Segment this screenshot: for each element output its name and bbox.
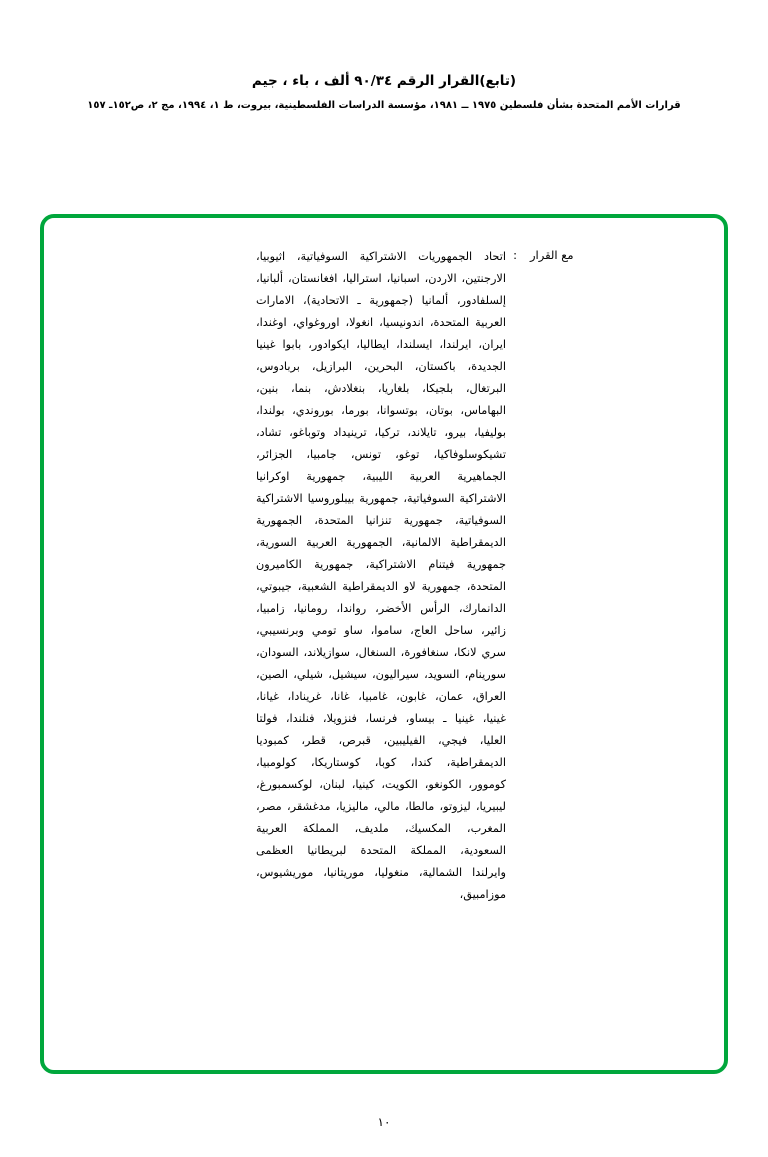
page-number: ١٠ bbox=[377, 1115, 391, 1129]
content-area bbox=[44, 246, 724, 906]
document-page bbox=[0, 72, 768, 1157]
country-list-block bbox=[256, 246, 506, 906]
content-label: مع القرار bbox=[530, 248, 574, 262]
page-title: (تابع)القرار الرقم ٩٠/٣٤ ألف ، باء ، جيم bbox=[251, 73, 517, 89]
country-list-text: اتحاد الجمهوريات الاشتراكية السوفياتية، اثيوبيا، الارجنتين، الاردن، اسبانيا، استراليا، افغانستان، ألبانيا، إلسلفادور، ألمانيا (جمهورية ـ الاتحادية)، الامارات العربية المتحدة، اندونيسيا، انغولا، اوروغواي، اوغندا، ايران، ايرلندا، ايسلندا، ايطاليا، ايكوادور، بابوا غينيا الجديدة، باكستان، البحرين، البرازيل، بربادوس، البرتغال، بلجيكا، بلغاريا، بنغلادش، بنما، بنين، البهاماس، بوتان، بوتسوانا، بورما، بوروندي، بولندا، بوليفيا، بيرو، تايلاند، تركيا، ترينيداد وتوباغو، تشاد، تشيكوسلوفاكيا، توغو، تونس، جامبيا، الجزائر، الجماهيرية العربية الليبية، جمهورية اوكرانيا الاشتراكية السوفياتية، جمهورية بيبلوروسيا الاشتراكية السوفياتية، جمهورية تنزانيا المتحدة، الجمهورية الديمقراطية الالمانية، الجمهورية العربية السورية، جمهورية فيتنام الاشتراكية، جمهورية الكاميرون المتحدة، جمهورية لاو الديمقراطية الشعبية، جيبوتي، الدانمارك، الرأس الأخضر، رواندا، رومانيا، زامبيا، زائير، ساحل العاج، ساموا، ساو تومي وبرنسيبي، سري لانكا، سنغافورة، السنغال، سوازيلاند، السودان، سورينام، السويد، سيراليون، سيشيل، شيلي، الصين، العراق، عمان، غابون، غامبيا، غانا، غرينادا، غيانا، غينيا، غينيا ـ بيساو، فرنسا، فنزويلا، فنلندا، فولتا العليا، فيجي، الفيليبين، قبرص، قطر، كمبوديا الديمقراطية، كندا، كوبا، كوستاريكا، كولومبيا، كوموور، الكونغو، الكويت، كينيا، لبنان، لوكسمبورغ، ليبيريا، ليزوتو، مالطا، مالي، ماليزيا، مدغشقر، مصر، المغرب، المكسيك، ملديف، المملكة العربية السعودية، المملكة المتحدة لبريطانيا العظمى وايرلندا الشمالية، منغوليا، موريتانيا، موريشيوس، موزامبيق، bbox=[256, 250, 506, 902]
colon-separator: : bbox=[513, 248, 517, 262]
green-border-frame bbox=[40, 214, 728, 1074]
source-citation: قرارات الأمم المتحدة بشأن فلسطين ١٩٧٥ ــ ١٩٨١، مؤسسة الدراسات الفلسطينية، بيروت، ط ١، ١٩٩٤، مج ٢، ص١٥٢ـ ١٥٧ bbox=[87, 99, 681, 111]
content-row bbox=[68, 246, 700, 906]
document-header bbox=[0, 72, 768, 113]
